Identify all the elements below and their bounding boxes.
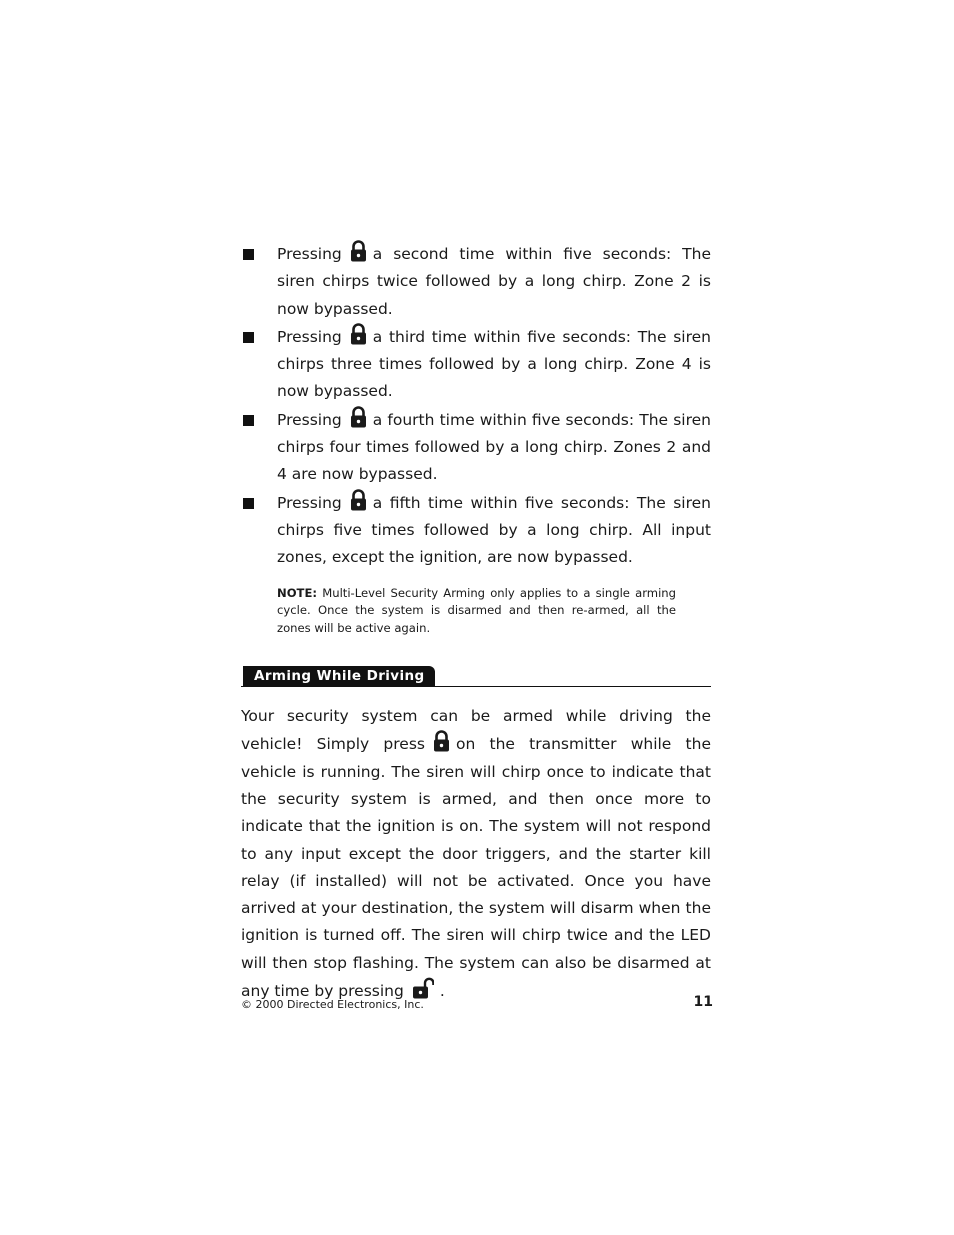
bullet-square bbox=[243, 332, 254, 343]
copyright-text: © 2000 Directed Electronics, Inc. bbox=[241, 998, 424, 1011]
page-footer bbox=[241, 994, 713, 1014]
bullet-text: a fifth time within five seconds: The siren chirps five times followed by a long chirp. All input zones, except the ignition, are now bypassed. bbox=[277, 493, 711, 567]
note-text: Multi-Level Security Arming only applies to a single arming cycle. Once the system is disarmed and then re-armed, all the zones will be active again. bbox=[277, 585, 677, 635]
lock-icon bbox=[350, 406, 367, 428]
page-content bbox=[241, 240, 711, 1021]
list-item bbox=[241, 240, 711, 323]
para-text-1: Your security system can be armed while driving the vehicle! Simply press bbox=[241, 707, 711, 754]
bullet-text: a fourth time within five seconds: The siren chirps four times followed by a long chirp. Zones 2 and 4 are now bypassed. bbox=[277, 410, 711, 484]
bullet-lead: Pressing bbox=[277, 245, 342, 263]
list-item bbox=[241, 323, 711, 406]
lock-icon bbox=[350, 489, 367, 511]
bullet-lead: Pressing bbox=[277, 327, 342, 346]
lock-icon bbox=[433, 730, 450, 752]
para-text-2: on the transmitter while the vehicle is running. The siren will chirp once to indicate that the security system is armed, and then once more to indicate that the ignition is on. The system will not respond to any input except the door triggers, and the starter kill relay (if installed) will not be activated. Once you have arrived at your destination, the system will disarm when the ignition is turned off. The siren will chirp twice and the LED will then stop flashing. The system can also be disarmed at any time by pressing bbox=[241, 735, 711, 1001]
section-title: Arming While Driving bbox=[243, 666, 435, 687]
para-end: . bbox=[439, 982, 445, 1001]
lock-icon bbox=[350, 323, 367, 345]
bullet-lead: Pressing bbox=[277, 493, 342, 512]
bullet-lead: Pressing bbox=[277, 410, 342, 429]
section-heading bbox=[241, 665, 711, 687]
bullet-square bbox=[243, 498, 254, 509]
bullet-square bbox=[243, 415, 254, 426]
list-item bbox=[241, 489, 711, 572]
bypass-steps-list bbox=[241, 240, 711, 572]
page-number: 11 bbox=[693, 994, 713, 1010]
lock-icon bbox=[350, 240, 367, 262]
note-paragraph bbox=[277, 585, 676, 638]
bullet-square bbox=[243, 249, 254, 260]
note-label: NOTE: bbox=[277, 585, 318, 600]
bullet-text: a third time within five seconds: The siren chirps three times followed by a long chirp. Zone 4 is now bypassed. bbox=[277, 327, 711, 401]
list-item bbox=[241, 406, 711, 489]
arming-while-driving-paragraph bbox=[241, 703, 711, 1005]
bullet-text: a second time within five seconds: The siren chirps twice followed by a long chirp. Zone 2 is now bypassed. bbox=[277, 245, 711, 318]
